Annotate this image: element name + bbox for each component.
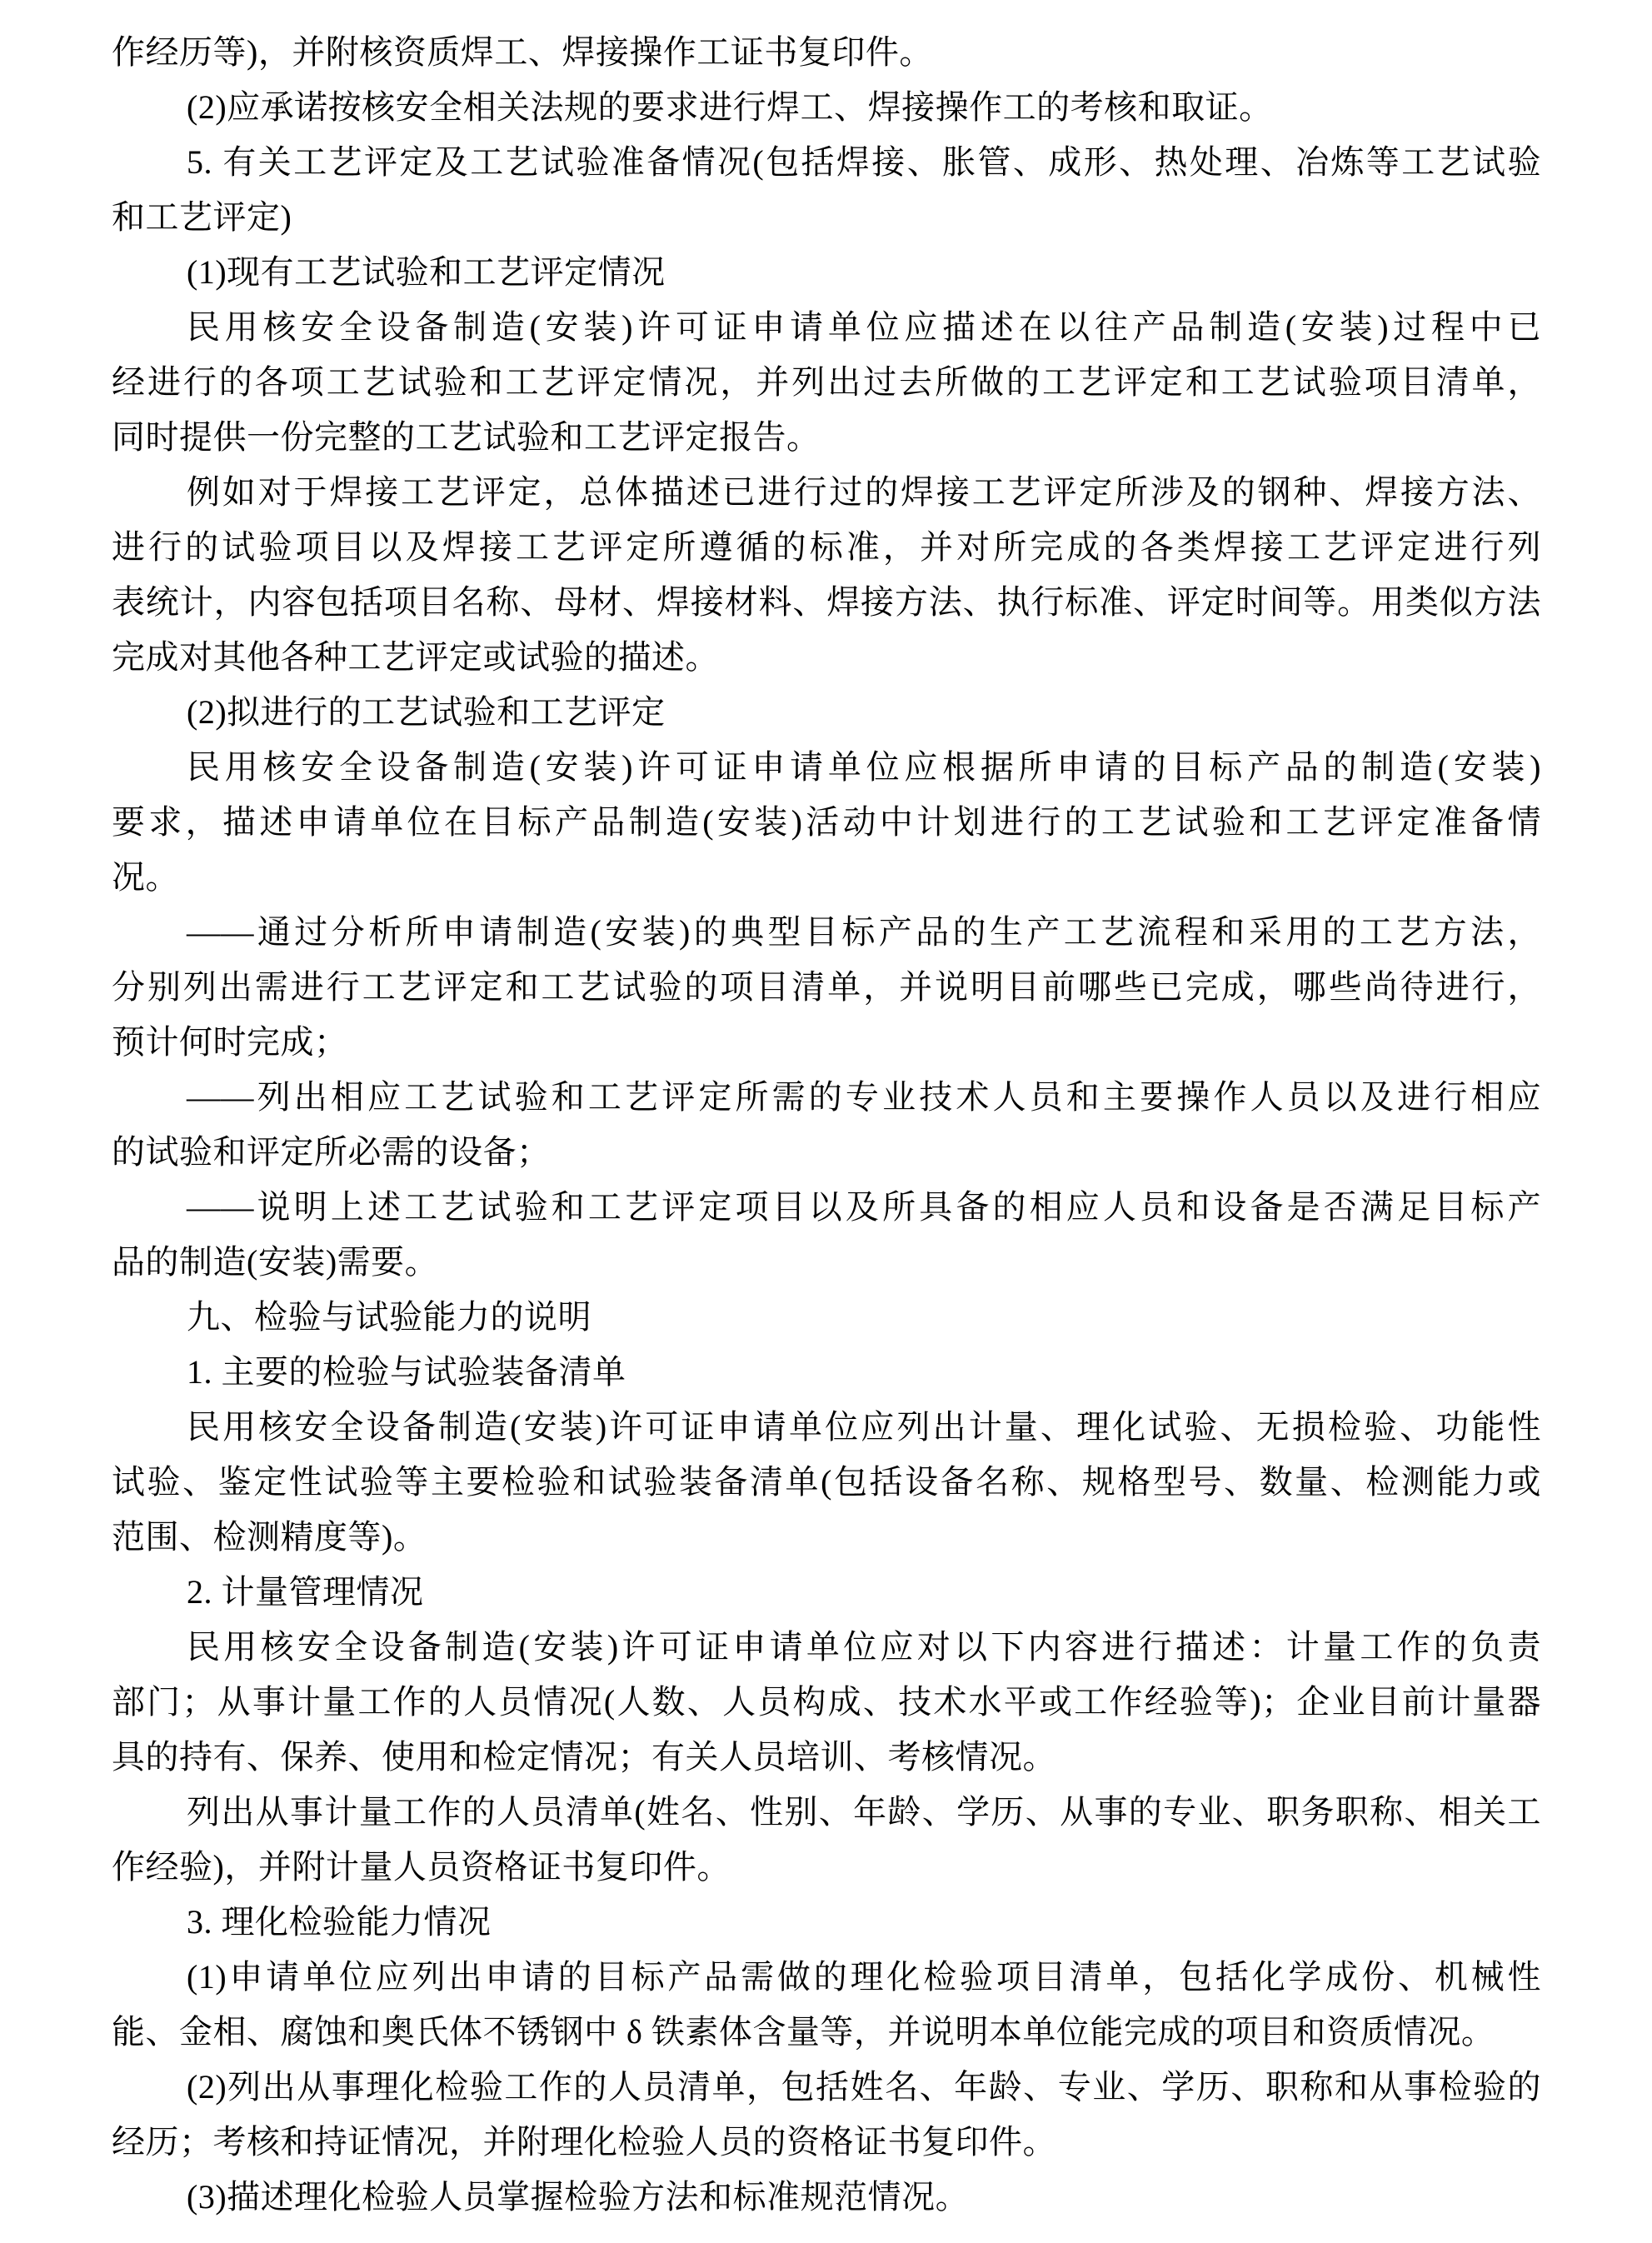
text-line: (1)现有工艺试验和工艺评定情况 — [187, 253, 666, 291]
paragraph — [112, 1620, 1541, 1785]
text-line: 的试验和评定所必需的设备； — [112, 1133, 551, 1171]
text-line: 预计何时完成； — [112, 1023, 348, 1061]
paragraph — [112, 135, 1541, 245]
text-line: (2)应承诺按核安全相关法规的要求进行焊工、焊接操作工的考核和取证。 — [187, 88, 1273, 126]
paragraph — [112, 1180, 1541, 1290]
text-line: 表统计，内容包括项目名称、母材、焊接材料、焊接方法、执行标准、评定时间等。用类似方法 — [112, 583, 1541, 621]
paragraph — [112, 465, 1541, 685]
paragraph — [112, 2170, 1541, 2225]
text-line: (1)申请单位应列出申请的目标产品需做的理化检验项目清单，包括化学成份、机械性 — [187, 1958, 1541, 1996]
text-line: 经历；考核和持证情况，并附理化检验人员的资格证书复印件。 — [112, 2123, 1056, 2161]
text-line: 民用核安全设备制造(安装)许可证申请单位应描述在以往产品制造(安装)过程中已 — [187, 308, 1541, 346]
paragraph — [112, 740, 1541, 905]
text-line: 1. 主要的检验与试验装备清单 — [187, 1353, 626, 1391]
paragraph — [112, 1290, 1541, 1345]
text-line: 民用核安全设备制造(安装)许可证申请单位应列出计量、理化试验、无损检验、功能性 — [187, 1408, 1541, 1446]
text-line: ——通过分析所申请制造(安装)的典型目标产品的生产工艺流程和采用的工艺方法， — [187, 913, 1541, 951]
document-body — [112, 25, 1541, 2225]
text-line: (3)描述理化检验人员掌握检验方法和标准规范情况。 — [187, 2178, 970, 2216]
text-line: (2)列出从事理化检验工作的人员清单，包括姓名、年龄、专业、学历、职称和从事检验的 — [187, 2068, 1541, 2106]
text-line: 分别列出需进行工艺评定和工艺试验的项目清单，并说明目前哪些已完成，哪些尚待进行， — [112, 968, 1541, 1006]
text-line: 部门；从事计量工作的人员情况(人数、人员构成、技术水平或工作经验等)；企业目前计量器 — [112, 1683, 1541, 1721]
paragraph — [112, 1345, 1541, 1400]
paragraph — [112, 300, 1541, 465]
text-line: 要求，描述申请单位在目标产品制造(安装)活动中计划进行的工艺试验和工艺评定准备情 — [112, 803, 1541, 841]
text-line: 进行的试验项目以及焊接工艺评定所遵循的标准，并对所完成的各类焊接工艺评定进行列 — [112, 528, 1541, 566]
paragraph — [112, 25, 1541, 80]
text-line: 完成对其他各种工艺评定或试验的描述。 — [112, 638, 719, 676]
text-line: 具的持有、保养、使用和检定情况；有关人员培训、考核情况。 — [112, 1738, 1056, 1776]
paragraph — [112, 1895, 1541, 1950]
text-line: 同时提供一份完整的工艺试验和工艺评定报告。 — [112, 418, 821, 456]
text-line: 试验、鉴定性试验等主要检验和试验装备清单(包括设备名称、规格型号、数量、检测能力或 — [112, 1463, 1541, 1501]
text-line: ——说明上述工艺试验和工艺评定项目以及所具备的相应人员和设备是否满足目标产 — [187, 1188, 1541, 1226]
paragraph — [112, 2060, 1541, 2170]
text-line: (2)拟进行的工艺试验和工艺评定 — [187, 693, 666, 731]
text-line: 况。 — [112, 858, 179, 896]
text-line: 经进行的各项工艺试验和工艺评定情况，并列出过去所做的工艺评定和工艺试验项目清单， — [112, 363, 1541, 401]
text-line: 3. 理化检验能力情况 — [187, 1903, 492, 1941]
text-line: 列出从事计量工作的人员清单(姓名、性别、年龄、学历、从事的专业、职务职称、相关工 — [187, 1793, 1541, 1831]
text-line: 民用核安全设备制造(安装)许可证申请单位应根据所申请的目标产品的制造(安装) — [187, 748, 1541, 786]
paragraph — [112, 685, 1541, 740]
paragraph — [112, 1785, 1541, 1895]
text-line: 作经验)，并附计量人员资格证书复印件。 — [112, 1848, 731, 1886]
paragraph — [112, 1400, 1541, 1565]
text-line: 和工艺评定) — [112, 198, 292, 236]
text-line: 民用核安全设备制造(安装)许可证申请单位应对以下内容进行描述：计量工作的负责 — [187, 1628, 1541, 1666]
paragraph — [112, 905, 1541, 1070]
text-line: ——列出相应工艺试验和工艺评定所需的专业技术人员和主要操作人员以及进行相应 — [187, 1078, 1541, 1116]
paragraph — [112, 1070, 1541, 1180]
text-line: 5. 有关工艺评定及工艺试验准备情况(包括焊接、胀管、成形、热处理、冶炼等工艺试验 — [187, 143, 1541, 181]
paragraph — [112, 1565, 1541, 1620]
text-line: 品的制造(安装)需要。 — [112, 1243, 439, 1281]
paragraph — [112, 245, 1541, 300]
text-line: 范围、检测精度等)。 — [112, 1518, 427, 1556]
text-line: 作经历等)，并附核资质焊工、焊接操作工证书复印件。 — [112, 33, 933, 71]
text-line: 九、检验与试验能力的说明 — [187, 1298, 591, 1336]
paragraph — [112, 80, 1541, 135]
text-line: 2. 计量管理情况 — [187, 1573, 424, 1611]
paragraph — [112, 1950, 1541, 2060]
text-line: 能、金相、腐蚀和奥氏体不锈钢中 δ 铁素体含量等，并说明本单位能完成的项目和资质情况。 — [112, 2013, 1495, 2051]
text-line: 例如对于焊接工艺评定，总体描述已进行过的焊接工艺评定所涉及的钢种、焊接方法、 — [187, 473, 1541, 511]
